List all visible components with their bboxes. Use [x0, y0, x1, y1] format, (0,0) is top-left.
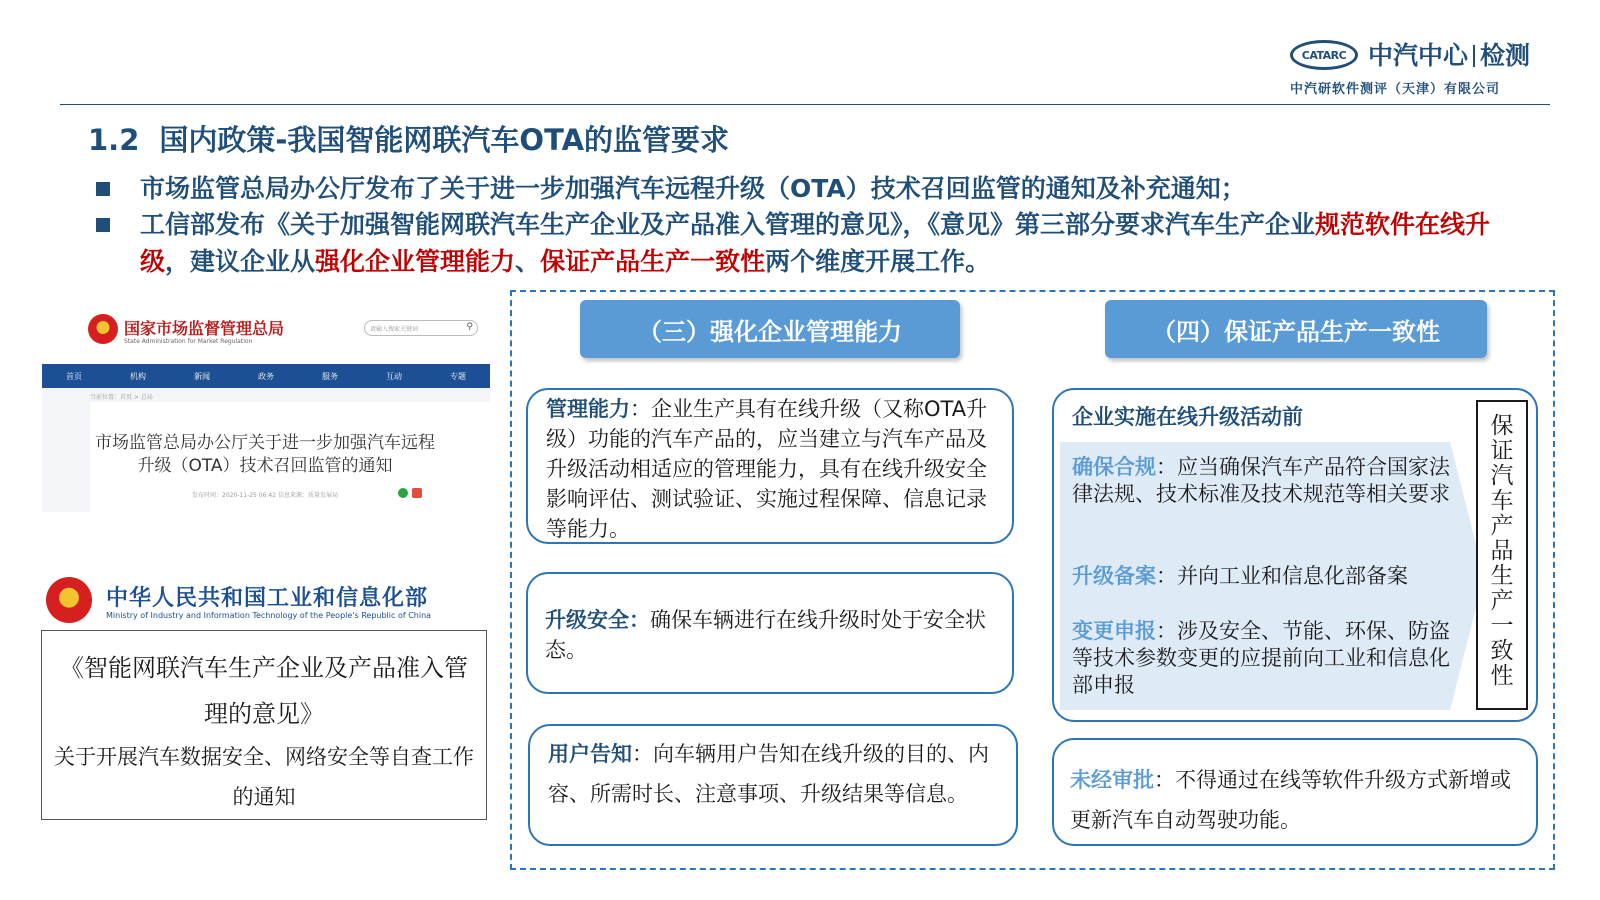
- upgrade-safety-box: [526, 572, 1014, 694]
- samr-breadcrumb: 当前位置：首页 > 总局: [90, 394, 153, 401]
- change-report-label: 变更申报: [1072, 619, 1156, 643]
- national-emblem-icon: [88, 314, 118, 344]
- bullet-text-part: ，建议企业从: [165, 247, 316, 276]
- samr-site-name-en: State Administration for Market Regulation: [124, 338, 253, 345]
- wechat-share-icon: [398, 488, 408, 498]
- header-divider: [60, 104, 1550, 105]
- upgrade-safety-label: 升级安全：: [545, 608, 650, 632]
- bullet-item-miit: [96, 206, 1530, 280]
- samr-header: [42, 306, 490, 364]
- headline-line: 市场监管总局办公厅关于进一步加强汽车远程: [95, 433, 435, 453]
- miit-header: [42, 575, 487, 625]
- samr-nav-bar: [42, 364, 490, 388]
- pre-upgrade-box: [1052, 388, 1538, 722]
- unapproved-label: 未经审批: [1070, 768, 1154, 792]
- samr-site-name: 国家市场监督管理总局: [124, 319, 285, 338]
- samr-search-placeholder: 请输入搜索关键词: [370, 326, 419, 333]
- national-emblem-icon: [46, 577, 92, 623]
- brand-name-right: 检测: [1480, 41, 1531, 70]
- samr-website-screenshot: [42, 306, 490, 512]
- samr-nav-item: 互动: [386, 371, 402, 381]
- change-report-text: ：涉及安全、节能、环保、防盗等技术参数变更的应提前向工业和信息化部申报: [1072, 619, 1450, 697]
- highlight-software-upgrade: 规范软件在线升级: [140, 210, 1491, 276]
- management-heading: （三）强化企业管理能力: [580, 300, 960, 358]
- compliance-label: 确保合规: [1072, 455, 1156, 479]
- bullet-item-samr: [96, 170, 1530, 207]
- bullet-text-part: 、: [515, 247, 541, 276]
- brand-logo: [1290, 34, 1550, 104]
- brand-name: [1368, 36, 1530, 72]
- search-icon: ⚲: [466, 322, 473, 332]
- bullet-text: 市场监管总局办公厅发布了关于进一步加强汽车远程升级（OTA）技术召回监管的通知及补充通知；: [140, 174, 1246, 203]
- vertical-text: 保证汽车产品生产一致性: [1490, 413, 1514, 689]
- samr-article-card: [90, 402, 490, 512]
- highlight-management: 强化企业管理能力: [315, 247, 516, 276]
- miit-documents-box: [41, 630, 487, 820]
- bullet-text-part: 工信部发布《关于加强智能网联汽车生产企业及产品准入管理的意见》，《意见》第三部分要求汽车生产企业: [140, 210, 1316, 239]
- consistency-vertical-label: [1476, 400, 1528, 710]
- samr-nav-item: 新闻: [194, 371, 210, 381]
- bullet-text-part: 两个维度开展工作。: [765, 247, 991, 276]
- samr-search-box: [364, 320, 478, 336]
- samr-nav-item: 机构: [130, 371, 146, 381]
- management-capability-text: ：企业生产具有在线升级（又称OTA升级）功能的汽车产品的，应当建立与汽车产品及升级活动相适应的管理能力，具有在线升级安全影响评估、测试验证、实施过程保障、信息记录等能力。: [546, 397, 988, 541]
- compliance-item: [1072, 454, 1464, 508]
- unapproved-box: [1052, 738, 1538, 846]
- miit-doc-subtitle: 关于开展汽车数据安全、网络安全等自查工作的通知: [54, 745, 474, 809]
- samr-nav-item: 首页: [66, 371, 82, 381]
- bullet-text: [140, 206, 1530, 280]
- user-notification-text: ：向车辆用户告知在线升级的目的、内容、所需时长、注意事项、升级结果等信息。: [548, 742, 989, 806]
- miit-name: 中华人民共和国工业和信息化部: [106, 586, 429, 611]
- highlight-consistency: 保证产品生产一致性: [540, 247, 766, 276]
- miit-doc-title: 《智能网联汽车生产企业及产品准入管理的意见》: [60, 654, 468, 728]
- samr-nav-item: 专题: [450, 371, 466, 381]
- user-notification-box: [528, 724, 1018, 846]
- samr-nav-item: 服务: [322, 371, 338, 381]
- pre-upgrade-title: 企业实施在线升级活动前: [1072, 405, 1303, 429]
- samr-nav-item: 政务: [258, 371, 274, 381]
- management-capability-label: 管理能力: [546, 397, 630, 421]
- samr-article-meta: 发布时间：2020-11-25 06:42 信息来源：质量发展局: [192, 492, 338, 499]
- bullet-square-icon: [96, 182, 110, 196]
- user-notification-label: 用户告知: [548, 742, 632, 766]
- section-number: 1.2: [88, 123, 140, 157]
- brand-name-left: 中汽中心: [1368, 41, 1469, 70]
- bullet-square-icon: [96, 218, 110, 232]
- slide-title: [88, 118, 729, 159]
- catarc-logo-mark: CATARC: [1290, 40, 1358, 70]
- unapproved-text: ：不得通过在线等软件升级方式新增或更新汽车自动驾驶功能。: [1070, 768, 1511, 832]
- brand-divider: [1473, 45, 1475, 67]
- consistency-heading: （四）保证产品生产一致性: [1105, 300, 1487, 358]
- title-text: 国内政策-我国智能网联汽车OTA的监管要求: [159, 123, 730, 157]
- filing-label: 升级备案: [1072, 564, 1156, 588]
- samr-article-headline: [90, 432, 440, 478]
- change-report-item: [1072, 618, 1464, 699]
- management-capability-box: [526, 388, 1014, 544]
- filing-item: [1072, 563, 1464, 590]
- compliance-text: ：应当确保汽车产品符合国家法律法规、技术标准及技术规范等相关要求: [1072, 455, 1450, 506]
- miit-name-en: Ministry of Industry and Information Technology of the People's Republic of China: [106, 611, 432, 620]
- weibo-share-icon: [412, 488, 422, 498]
- upgrade-safety-text: 确保车辆进行在线升级时处于安全状态。: [545, 608, 986, 662]
- headline-line: 升级（OTA）技术召回监管的通知: [137, 456, 393, 476]
- brand-subtitle: 中汽研软件测评（天津）有限公司: [1290, 82, 1501, 97]
- filing-text: ：并向工业和信息化部备案: [1156, 564, 1408, 588]
